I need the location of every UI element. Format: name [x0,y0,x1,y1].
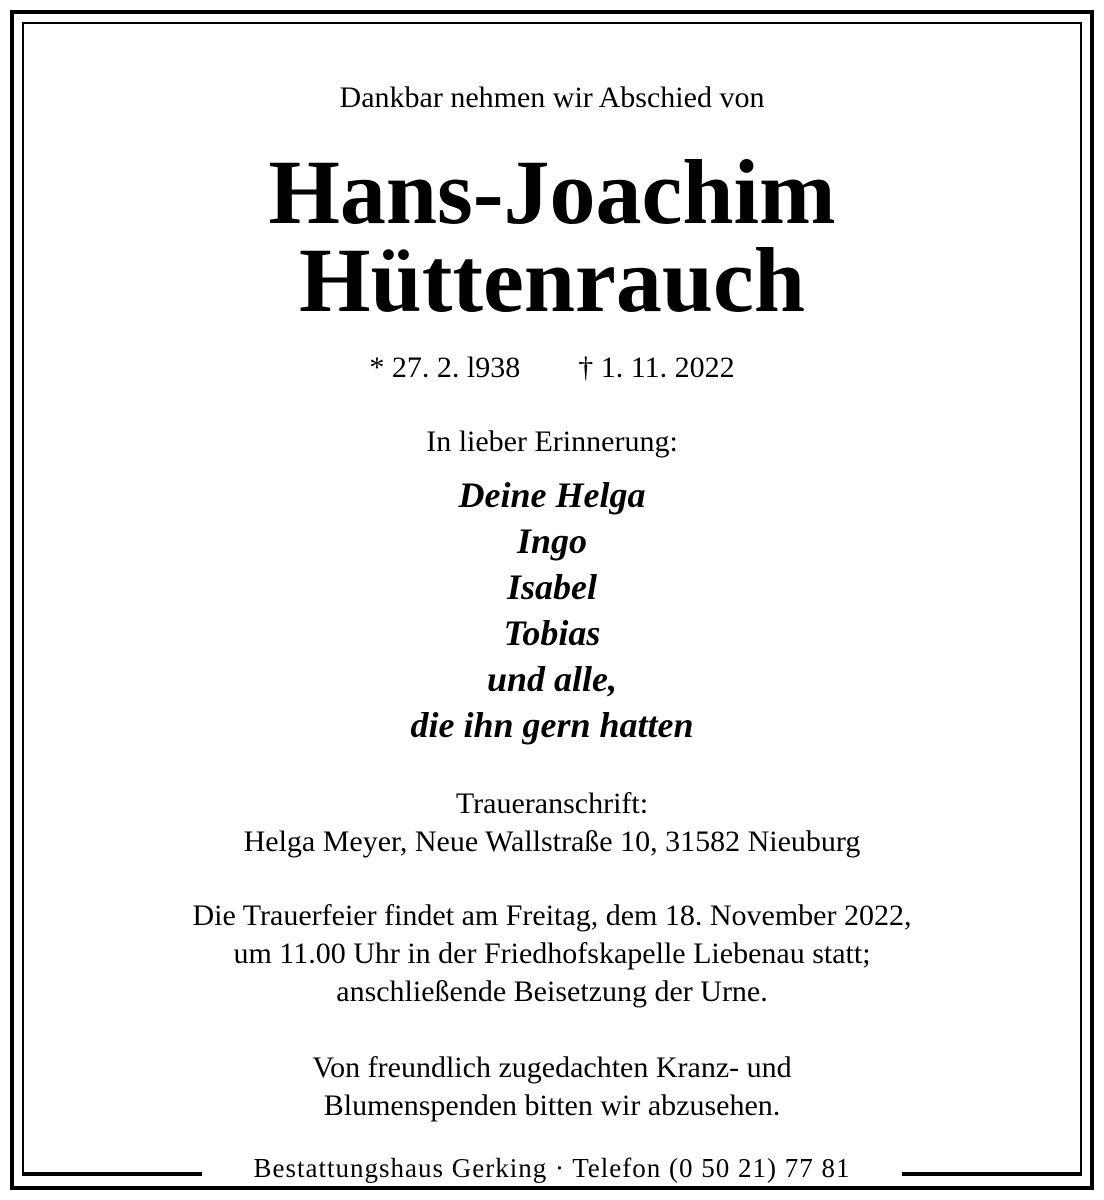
funeral-home-contact: Bestattungshaus Gerking · Telefon (0 50 21) 77 81 [253,1153,851,1183]
family-member: Isabel [507,567,597,607]
remembrance-heading: In lieber Erinnerung: [426,425,678,458]
deceased-last-name: Hüttenrauch [299,229,805,331]
service-line: um 11.00 Uhr in der Friedhofskapelle Liebenau statt; [233,937,871,970]
birth-date: * 27. 2. l938 [369,351,521,384]
death-date: † 1. 11. 2022 [578,351,735,384]
service-line: anschließende Beisetzung der Urne. [336,975,768,1008]
family-member: und alle, [486,659,618,699]
family-member: Deine Helga [458,475,646,515]
mourning-address: Helga Meyer, Neue Wallstraße 10, 31582 Nieuburg [243,825,861,858]
address-label: Traueranschrift: [455,787,649,820]
intro-text: Dankbar nehmen wir Abschied von [339,81,765,114]
footer [22,1148,1082,1188]
family-member: die ihn gern hatten [410,705,694,745]
service-line: Die Trauerfeier findet am Freitag, dem 18. November 2022, [192,899,912,932]
family-member: Tobias [503,613,601,653]
donation-note: Blumenspenden bitten wir abzusehen. [323,1089,781,1122]
life-dates [0,350,1104,386]
family-member: Ingo [516,521,588,561]
donation-note: Von freundlich zugedachten Kranz- und [312,1051,792,1084]
deceased-first-name: Hans-Joachim [268,141,836,243]
footer-rule-right [902,1172,1082,1176]
